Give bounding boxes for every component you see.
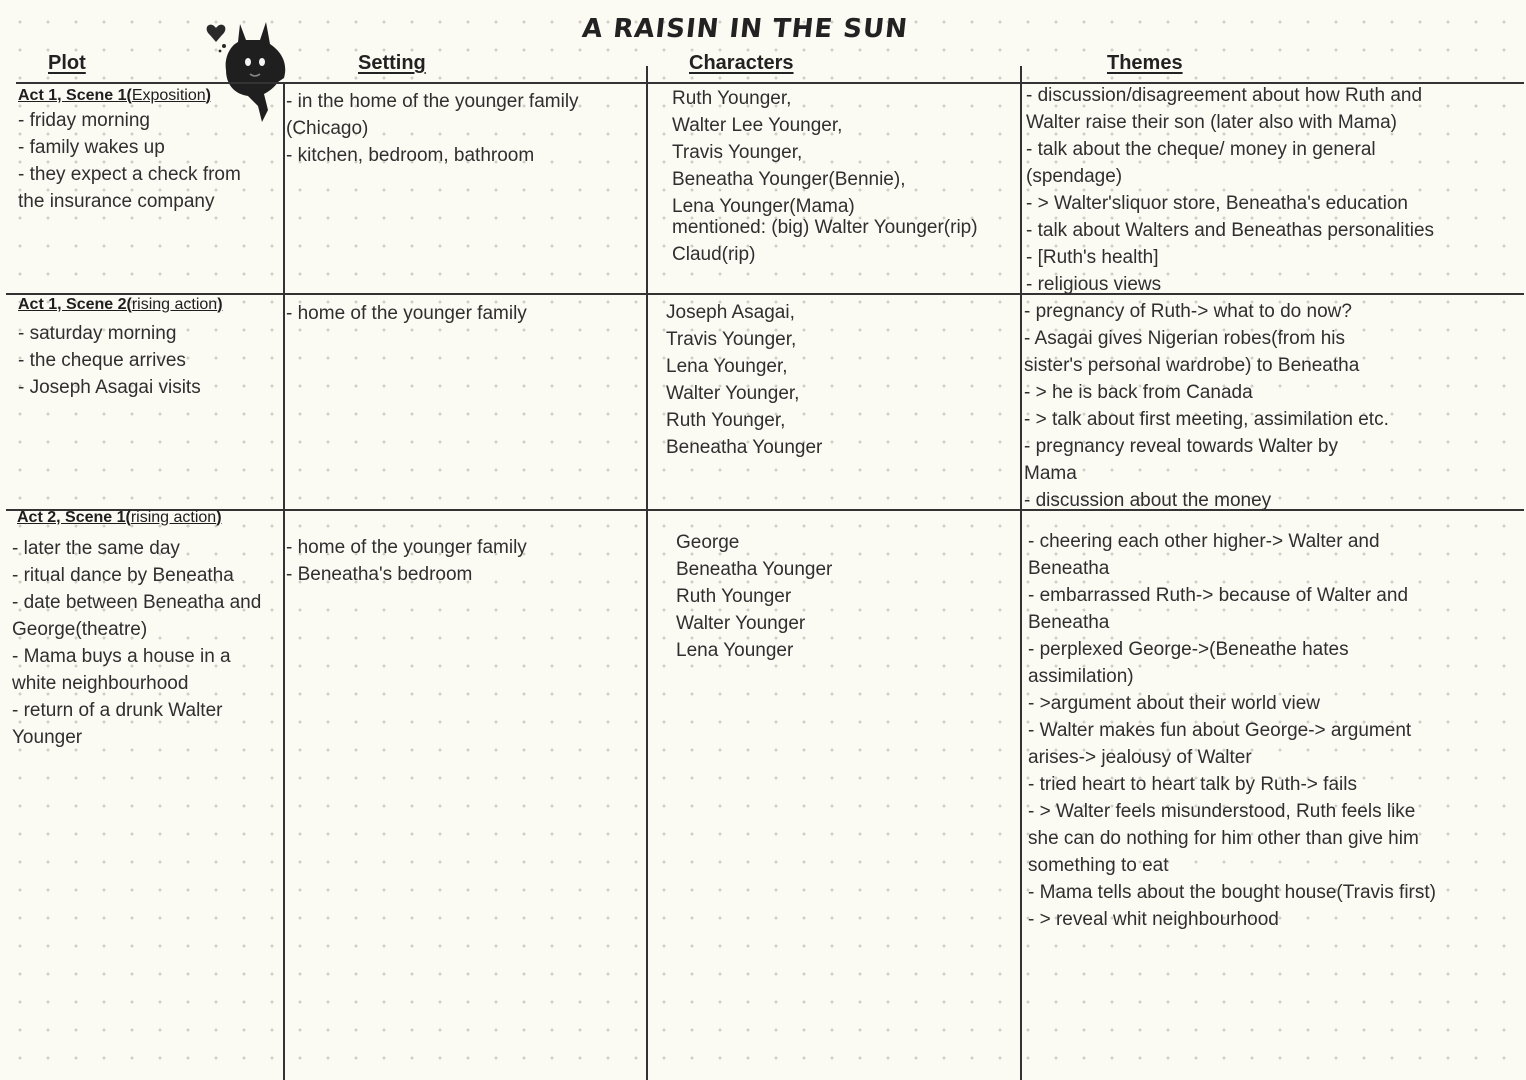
character-line: Walter Younger, (666, 383, 800, 404)
heart-icon (207, 25, 226, 42)
character-line: mentioned: (big) Walter Younger(rip) (672, 217, 978, 238)
act-label: Act 1, Scene 1( (18, 87, 132, 104)
character-line: Lena Younger, (666, 356, 788, 377)
character-line: Beneatha Younger(Bennie), (672, 169, 906, 190)
plot-line: - later the same day (12, 538, 180, 559)
character-line: George (676, 532, 740, 553)
themes-cell-row-3 (1028, 528, 1522, 933)
plot-cell-row-3 (12, 507, 280, 751)
header-plot: Plot (48, 52, 86, 74)
plot-cell-row-1 (18, 85, 280, 215)
character-line: Ruth Younger (676, 586, 792, 607)
setting-cell-row-1 (286, 88, 642, 169)
theme-line: - > Walter feels misunderstood, Ruth feels like (1028, 801, 1416, 822)
act-heading (18, 85, 280, 107)
setting-cell-row-3 (286, 534, 642, 588)
act-label: Act 1, Scene 2( (18, 296, 132, 313)
act-heading (17, 507, 280, 529)
character-line: Walter Lee Younger, (672, 115, 843, 136)
character-line: Travis Younger, (672, 142, 803, 163)
setting-cell-row-2 (286, 300, 642, 327)
theme-line: - [Ruth's health] (1026, 247, 1159, 268)
theme-line: - > talk about first meeting, assimilation etc. (1024, 409, 1389, 430)
plot-line: - Mama buys a house in a (12, 646, 231, 667)
themes-cell-row-2 (1024, 298, 1522, 514)
theme-line: she can do nothing for him other than give him (1028, 828, 1419, 849)
character-line: Beneatha Younger (676, 559, 833, 580)
act-type: Exposition (131, 87, 206, 104)
character-line: Ruth Younger, (672, 88, 792, 109)
theme-line: - pregnancy reveal towards Walter by (1024, 436, 1338, 457)
theme-line: - pregnancy of Ruth-> what to do now? (1024, 301, 1352, 322)
act-close: ) (216, 509, 222, 526)
theme-line: - > reveal whit neighbourhood (1028, 909, 1279, 930)
character-line: Beneatha Younger (666, 437, 823, 458)
plot-line: - ritual dance by Beneatha (12, 565, 234, 586)
theme-line: assimilation) (1028, 666, 1134, 687)
theme-line: sister's personal wardrobe) to Beneatha (1024, 355, 1360, 376)
plot-line: - family wakes up (18, 137, 165, 158)
character-line: Walter Younger (676, 613, 806, 634)
characters-cell-row-2 (666, 299, 1016, 461)
plot-line: - date between Beneatha and (12, 592, 262, 613)
plot-line: - Joseph Asagai visits (18, 377, 201, 398)
setting-line: - Beneatha's bedroom (286, 564, 473, 585)
theme-line: - >argument about their world view (1028, 693, 1321, 714)
plot-line: - saturday morning (18, 323, 177, 344)
character-line: Travis Younger, (666, 329, 797, 350)
theme-line: something to eat (1028, 855, 1169, 876)
setting-line: - kitchen, bedroom, bathroom (286, 145, 535, 166)
header-characters: Characters (689, 52, 794, 74)
character-line: Lena Younger (676, 640, 794, 661)
characters-cell-row-1 (672, 85, 1018, 268)
themes-cell-row-1 (1026, 82, 1522, 298)
plot-line: Younger (12, 727, 83, 748)
theme-line: arises-> jealousy of Walter (1028, 747, 1252, 768)
setting-line: (Chicago) (286, 118, 369, 139)
theme-line: - Mama tells about the bought house(Travis first) (1028, 882, 1436, 903)
act-close: ) (217, 296, 223, 313)
plot-line: white neighbourhood (12, 673, 189, 694)
theme-line: - cheering each other higher-> Walter and (1028, 531, 1380, 552)
act-heading (18, 294, 280, 316)
character-line: Ruth Younger, (666, 410, 786, 431)
theme-line: Mama (1024, 463, 1077, 484)
theme-line: - embarrassed Ruth-> because of Walter and (1028, 585, 1409, 606)
theme-line: - religious views (1026, 274, 1162, 295)
header-setting: Setting (358, 52, 426, 74)
column-divider-2 (646, 66, 648, 1080)
plot-line: - they expect a check from (18, 164, 241, 185)
theme-line: - discussion/disagreement about how Ruth and (1026, 85, 1423, 106)
setting-line: - in the home of the younger family (286, 91, 579, 112)
theme-line: - tried heart to heart talk by Ruth-> fails (1028, 774, 1357, 795)
theme-line: - Walter makes fun about George-> argument (1028, 720, 1412, 741)
theme-line: - Asagai gives Nigerian robes(from his (1024, 328, 1346, 349)
header-themes: Themes (1107, 52, 1183, 74)
page-title: A RAISIN IN THE SUN (580, 14, 910, 44)
theme-line: - talk about the cheque/ money in general (1026, 139, 1376, 160)
characters-cell-row-3 (676, 529, 1016, 664)
plot-cell-row-2 (18, 294, 280, 401)
character-line: Joseph Asagai, (666, 302, 795, 323)
plot-line: - the cheque arrives (18, 350, 186, 371)
plot-line: George(theatre) (12, 619, 148, 640)
setting-line: - home of the younger family (286, 537, 527, 558)
column-divider-1 (283, 82, 285, 1080)
act-label: Act 2, Scene 1( (17, 509, 131, 526)
column-divider-3 (1020, 66, 1022, 1080)
act-type: rising action (131, 296, 218, 313)
plot-line: the insurance company (18, 191, 215, 212)
theme-line: Beneatha (1028, 612, 1110, 633)
character-line: Lena Younger(Mama) (672, 196, 855, 217)
theme-line: - > he is back from Canada (1024, 382, 1253, 403)
setting-line: - home of the younger family (286, 303, 527, 324)
plot-line: - return of a drunk Walter (12, 700, 223, 721)
act-close: ) (205, 87, 211, 104)
theme-line: Walter raise their son (later also with Mama) (1026, 112, 1397, 133)
plot-line: - friday morning (18, 110, 150, 131)
act-type: rising action (130, 509, 217, 526)
character-line: Claud(rip) (672, 244, 756, 265)
theme-line: - perplexed George->(Beneathe hates (1028, 639, 1349, 660)
theme-line: (spendage) (1026, 166, 1123, 187)
theme-line: - > Walter'sliquor store, Beneatha's education (1026, 193, 1409, 214)
theme-line: - talk about Walters and Beneathas personalities (1026, 220, 1435, 241)
theme-line: - discussion about the money (1024, 490, 1272, 511)
theme-line: Beneatha (1028, 558, 1110, 579)
